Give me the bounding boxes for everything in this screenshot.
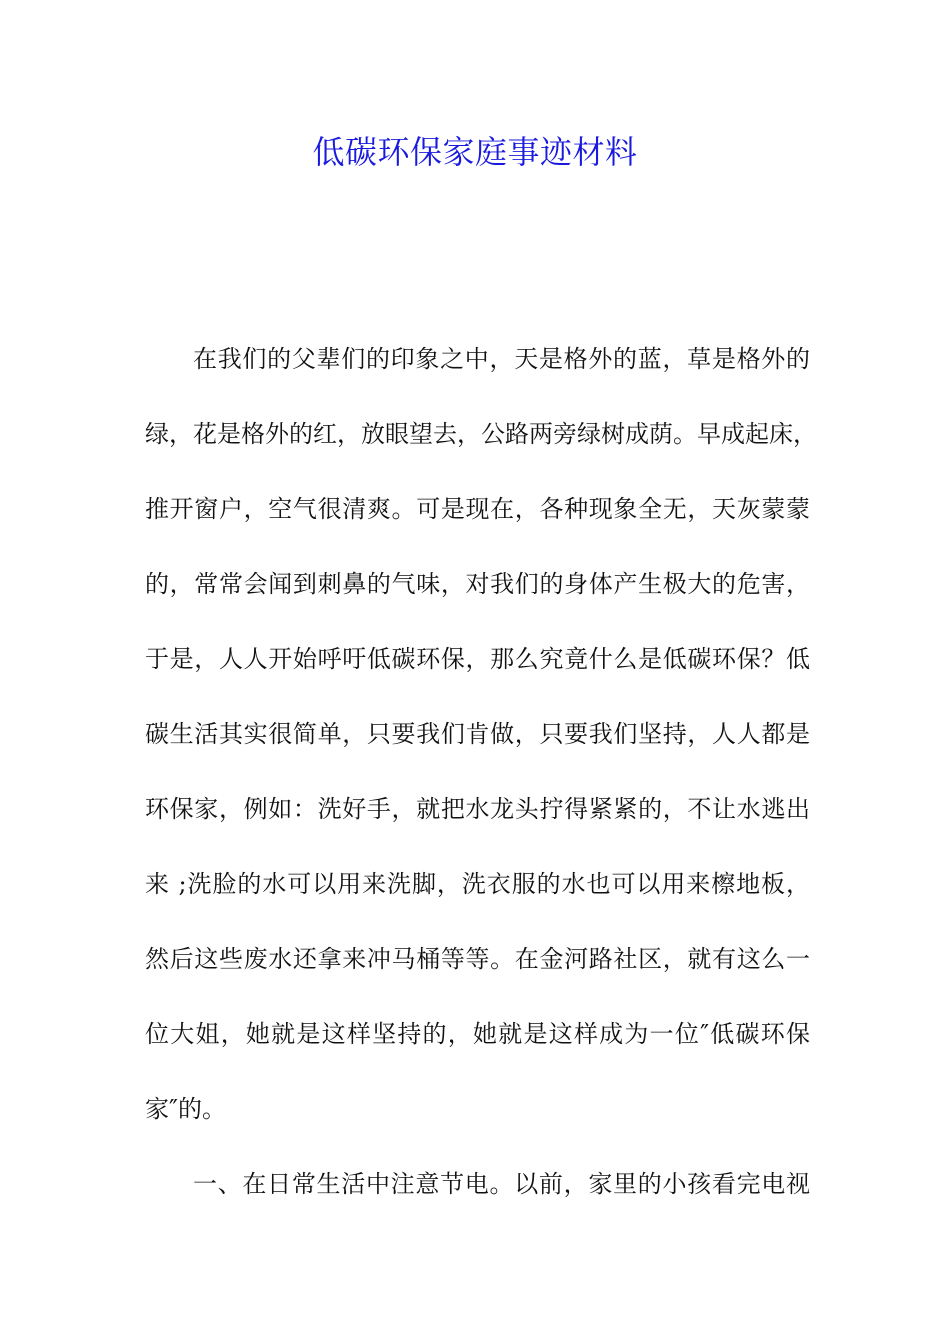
paragraph-line: 推开窗户，空气很清爽。可是现在，各种现象全无，天灰蒙蒙 — [145, 495, 810, 523]
paragraph-line: 来 ;洗脸的水可以用来洗脚，洗衣服的水也可以用来檫地板， — [145, 870, 810, 898]
paragraph-line: 碳生活其实很简单，只要我们肯做，只要我们坚持，人人都是 — [145, 720, 810, 748]
paragraph-line: 绿，花是格外的红，放眼望去，公路两旁绿树成荫。早成起床， — [145, 420, 817, 448]
paragraph-line: 一、在日常生活中注意节电。以前，家里的小孩看完电视 — [193, 1170, 810, 1198]
document-title: 低碳环保家庭事迹材料 — [312, 133, 638, 171]
paragraph-line: 在我们的父辈们的印象之中，天是格外的蓝，草是格外的 — [193, 345, 810, 373]
paragraph-line: 然后这些废水还拿来冲马桶等等。在金河路社区，就有这么一 — [145, 945, 810, 973]
paragraph-line: 家″的。 — [145, 1095, 226, 1123]
paragraph-line: 位大姐，她就是这样坚持的，她就是这样成为一位″低碳环保 — [145, 1020, 810, 1048]
paragraph-line: 的，常常会闻到刺鼻的气味，对我们的身体产生极大的危害， — [145, 570, 810, 598]
paragraph-line: 环保家，例如：洗好手，就把水龙头拧得紧紧的，不让水逃出 — [145, 795, 810, 823]
paragraph-line: 于是，人人开始呼吁低碳环保，那么究竟什么是低碳环保？低 — [145, 645, 810, 673]
